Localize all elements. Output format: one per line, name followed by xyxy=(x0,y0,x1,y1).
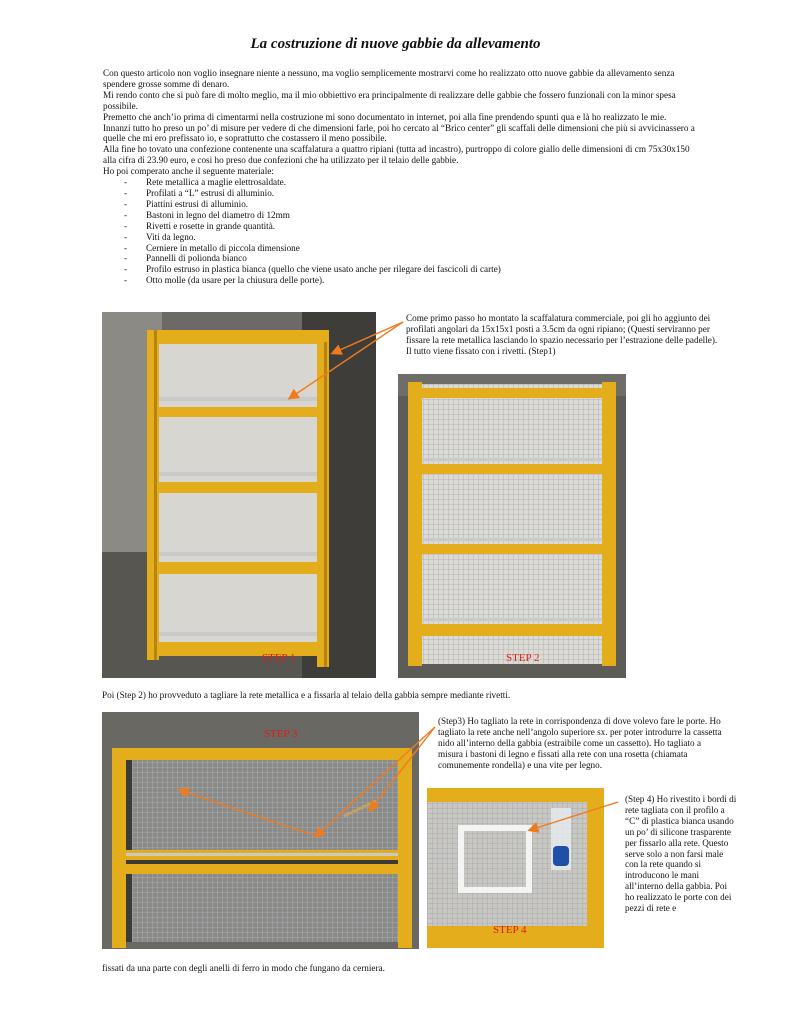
materials-item xyxy=(103,243,703,254)
list-dash: - xyxy=(124,231,128,242)
step1-photo xyxy=(102,312,376,678)
step1-label: STEP 1 xyxy=(262,652,296,664)
materials-item xyxy=(103,177,703,188)
materials-item xyxy=(103,221,703,232)
materials-item xyxy=(103,188,703,199)
materials-item-text: Viti da legno. xyxy=(146,231,196,242)
list-dash: - xyxy=(124,220,128,231)
materials-item xyxy=(103,199,703,210)
materials-item-text: Profilo estruso in plastica bianca (quello che viene usato anche per rilegare dei fascicoli di carte) xyxy=(146,264,501,275)
step3-label: STEP 3 xyxy=(264,728,298,740)
list-dash: - xyxy=(124,187,128,198)
step4-photo xyxy=(427,788,604,948)
intro-paragraph: Ho poi comperato anche il seguente materiale: xyxy=(103,166,274,177)
materials-item xyxy=(103,232,703,243)
materials-item xyxy=(103,264,703,275)
intro-paragraph: Mi rendo conto che si può fare di molto meglio, ma il mio obbiettivo era principalmente di realizzare delle gabbie che fossero funzionali con la minor spesa possibile. xyxy=(103,89,676,111)
materials-item-text: Pannelli di polionda bianco xyxy=(146,253,247,264)
list-dash: - xyxy=(124,253,128,264)
step3-photo xyxy=(102,712,419,949)
materials-item-text: Rivetti e rosette in grande quantità. xyxy=(146,220,276,231)
intro-paragraph: Con questo articolo non voglio insegnare niente a nessuno, ma voglio semplicemente mostrarvi come ho realizzato otto nuove gabbie da allevamento senza spendere grosse somme di denaro. xyxy=(103,68,675,89)
intro-paragraph: Innanzi tutto ho preso un po’ di misure per vedere di che dimensioni farle, poi ho cercato al “Brico center” gli scaffali delle dimensioni che più si avvicinassero a quelle che mi ero prefissato io, e soprattutto che costassero il meno possibile. xyxy=(103,122,695,144)
list-dash: - xyxy=(124,198,128,209)
intro-paragraph: Premetto che anch’io prima di cimentarmi nella costruzione mi sono documentato in internet, poi alla fine prendendo spunti qua e là ho realizzato le mie. xyxy=(103,111,667,122)
materials-item-text: Rete metallica a maglie elettrosaldate. xyxy=(146,177,287,188)
step2-photo xyxy=(398,374,626,678)
intro-paragraph: Alla fine ho tovato una confezione contenente una scaffalatura a quattro ripiani (tutta ad incastro), purtroppo di colore giallo delle dimensioni di cm 75x30x150 alla cifra di 23.90 euro, e così ho preso due confezioni che ha utilizzato per il telaio delle gabbie. xyxy=(103,144,690,166)
materials-item-text: Cerniere in metallo di piccola dimensione xyxy=(146,242,300,253)
materials-list xyxy=(103,177,703,286)
step1-caption: Come primo passo ho montato la scaffalatura commerciale, poi gli ho aggiunto dei profilati angolari da 15x15x1 posti a 3.5cm da ogni ripiano; (Questi serviranno per fissare la rete metallica lasciando lo spazio necessario per l’estrazione delle padelle). Il tutto viene fissato con i rivetti. (Step1) xyxy=(406,313,718,356)
list-dash: - xyxy=(124,275,128,286)
materials-item xyxy=(103,253,703,264)
materials-item-text: Bastoni in legno del diametro di 12mm xyxy=(146,209,290,220)
step4-label: STEP 4 xyxy=(493,924,527,936)
step4-caption: (Step 4) Ho rivestito i bordi di rete tagliata con il profilo a “C” di plastica bianca usando un po’ di silicone trasparente per fissarlo alla rete. Questo serve solo a non farsi male con la rete quando si introducono le mani all’interno della gabbia. Poi ho realizzato le porte con dei pezzi di rete e xyxy=(625,794,737,914)
materials-item-text: Otto molle (da usare per la chiusura delle porte). xyxy=(146,275,325,286)
list-dash: - xyxy=(124,242,128,253)
step2-caption: Poi (Step 2) ho provveduto a tagliare la rete metallica e a fissarla al telaio della gabbia sempre mediante rivetti. xyxy=(102,690,511,700)
list-dash: - xyxy=(124,264,128,275)
step2-label: STEP 2 xyxy=(506,652,540,664)
list-dash: - xyxy=(124,177,128,188)
materials-item-text: Piattini estrusi di alluminio. xyxy=(146,198,249,209)
step4-caption-continuation: fissati da una parte con degli anelli di ferro in modo che fungano da cerniera. xyxy=(102,963,385,973)
materials-item xyxy=(103,275,703,286)
materials-item-text: Profilati a “L” estrusi di alluminio. xyxy=(146,187,275,198)
materials-item xyxy=(103,210,703,221)
list-dash: - xyxy=(124,209,128,220)
page-title: La costruzione di nuove gabbie da allevamento xyxy=(250,36,541,52)
step3-caption: (Step3) Ho tagliato la rete in corrispondenza di dove volevo fare le porte. Ho tagliato la rete anche nell’angolo superiore sx. per poter introdurre la cassetta nido all’interno della gabbia (estraibile come un cassetto). Ho tagliato a misura i bastoni di legno e fissati alla rete con una rosetta (chiamata comunemente rondella) e una vite per legno. xyxy=(438,716,722,770)
intro-text xyxy=(103,68,703,286)
